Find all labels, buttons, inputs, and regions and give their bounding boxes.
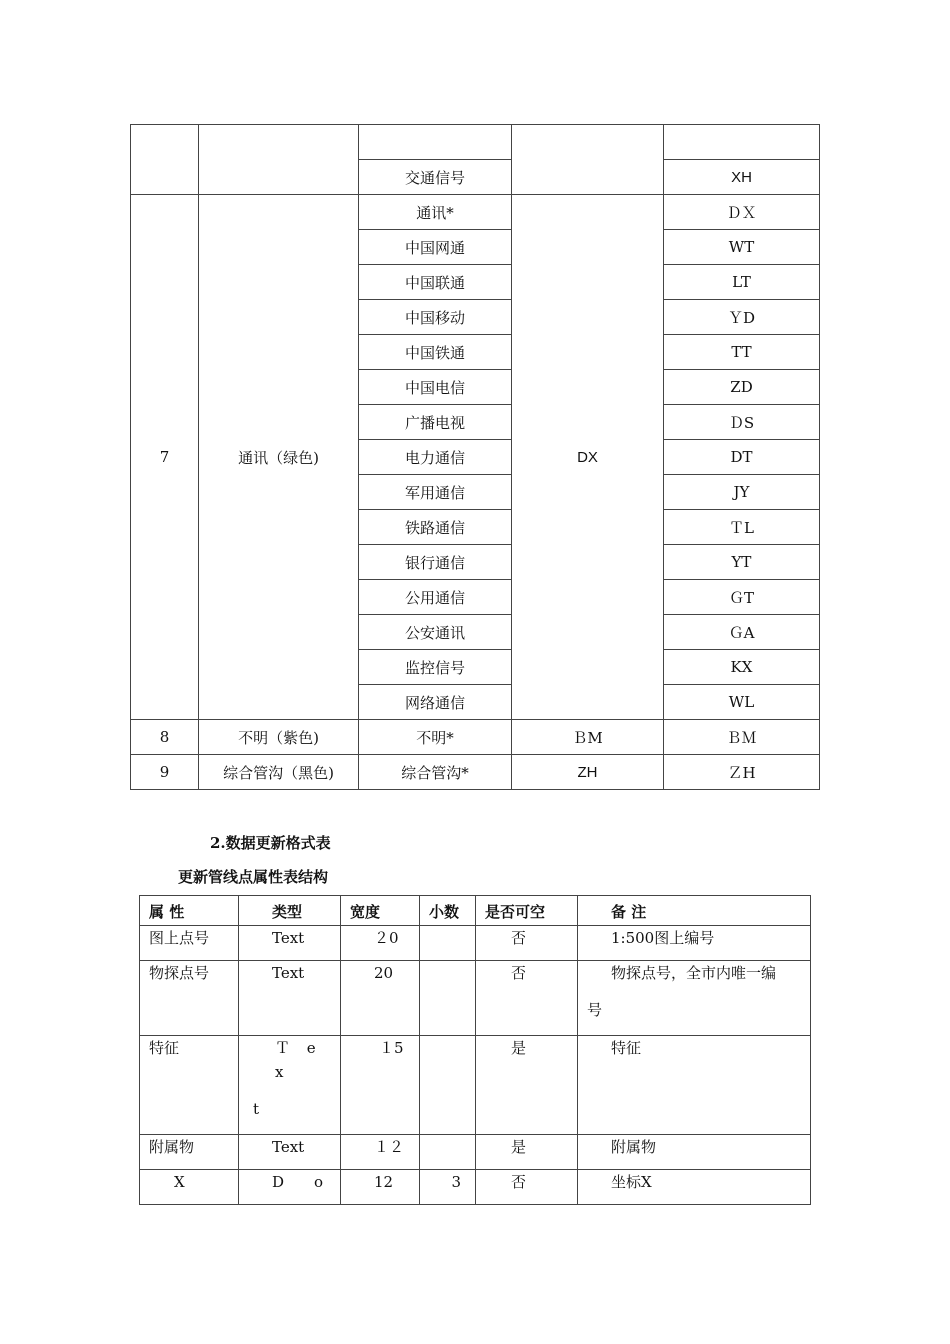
main-code-cell: ZH bbox=[512, 755, 664, 790]
item-name-cell: 中国联通 bbox=[359, 265, 512, 300]
item-name-cell: 中国移动 bbox=[359, 300, 512, 335]
item-name-cell: 电力通信 bbox=[359, 440, 512, 475]
type-line-1: Ｔ e x bbox=[275, 1039, 322, 1081]
item-code-cell: ZD bbox=[664, 370, 820, 405]
table-header-row bbox=[140, 896, 811, 926]
nullable-cell: 否 bbox=[476, 1170, 578, 1205]
item-code-cell bbox=[664, 125, 820, 160]
width-cell: １２ bbox=[341, 1135, 420, 1170]
item-name-cell: 交通信号 bbox=[359, 160, 512, 195]
type-cell: Text bbox=[239, 926, 341, 961]
width-cell: 12 bbox=[341, 1170, 420, 1205]
main-code-cell: ＢM bbox=[512, 720, 664, 755]
type-line-2: t bbox=[253, 1100, 260, 1118]
table-row bbox=[140, 1135, 811, 1170]
table-row bbox=[131, 755, 820, 790]
index-cell bbox=[131, 125, 199, 195]
table-title: 更新管线点属性表结构 bbox=[178, 868, 329, 886]
index-cell: 8 bbox=[131, 720, 199, 755]
item-name-cell: 军用通信 bbox=[359, 475, 512, 510]
table-row bbox=[140, 961, 811, 1036]
item-code-cell: WL bbox=[664, 685, 820, 720]
item-name-cell: 中国网通 bbox=[359, 230, 512, 265]
category-cell: 通讯（绿色) bbox=[199, 195, 359, 720]
item-code-cell: ＧT bbox=[664, 580, 820, 615]
remark-line-1: 物探点号，全市内唯一编 bbox=[611, 964, 777, 982]
type-cell: Text bbox=[239, 961, 341, 1036]
attr-cell: 图上点号 bbox=[140, 926, 239, 961]
main-code-cell bbox=[512, 125, 664, 195]
item-name-cell: 综合管沟* bbox=[359, 755, 512, 790]
item-name-cell: 监控信号 bbox=[359, 650, 512, 685]
index-cell: 9 bbox=[131, 755, 199, 790]
type-cell bbox=[239, 1036, 341, 1135]
item-code-cell: TT bbox=[664, 335, 820, 370]
item-name-cell: 中国铁通 bbox=[359, 335, 512, 370]
item-code-cell: KX bbox=[664, 650, 820, 685]
decimal-cell: 3 bbox=[420, 1170, 476, 1205]
header-nullable: 是否可空 bbox=[476, 896, 578, 926]
remark-cell bbox=[578, 961, 811, 1036]
type-cell: Text bbox=[239, 1135, 341, 1170]
nullable-cell: 是 bbox=[476, 1036, 578, 1135]
item-name-cell: 银行通信 bbox=[359, 545, 512, 580]
point-attribute-table bbox=[139, 895, 811, 1205]
item-code-cell: ＢＭ bbox=[664, 720, 820, 755]
item-name-cell: 通讯* bbox=[359, 195, 512, 230]
table-row bbox=[131, 195, 820, 230]
width-cell: １5 bbox=[341, 1036, 420, 1135]
remark-cell: 特征 bbox=[578, 1036, 811, 1135]
decimal-cell bbox=[420, 1036, 476, 1135]
main-code-cell: DX bbox=[512, 195, 664, 720]
header-decimal: 小数 bbox=[420, 896, 476, 926]
header-width: 宽度 bbox=[341, 896, 420, 926]
pipeline-code-table bbox=[130, 124, 820, 790]
item-code-cell: ＴL bbox=[664, 510, 820, 545]
table-row bbox=[140, 926, 811, 961]
attr-cell: 特征 bbox=[140, 1036, 239, 1135]
item-name-cell: 铁路通信 bbox=[359, 510, 512, 545]
table-row bbox=[140, 1036, 811, 1135]
decimal-cell bbox=[420, 1135, 476, 1170]
decimal-cell bbox=[420, 961, 476, 1036]
decimal-cell bbox=[420, 926, 476, 961]
attr-cell: 附属物 bbox=[140, 1135, 239, 1170]
item-name-cell: 广播电视 bbox=[359, 405, 512, 440]
category-cell: 综合管沟（黑色) bbox=[199, 755, 359, 790]
type-cell: D o bbox=[239, 1170, 341, 1205]
item-name-cell: 中国电信 bbox=[359, 370, 512, 405]
header-type: 类型 bbox=[239, 896, 341, 926]
item-code-cell: ＤS bbox=[664, 405, 820, 440]
nullable-cell: 否 bbox=[476, 926, 578, 961]
header-attr: 属 性 bbox=[140, 896, 239, 926]
item-code-cell: XH bbox=[664, 160, 820, 195]
attr-cell: X bbox=[140, 1170, 239, 1205]
table-row bbox=[131, 125, 820, 160]
item-code-cell: JY bbox=[664, 475, 820, 510]
item-name-cell: 公用通信 bbox=[359, 580, 512, 615]
remark-cell: 附属物 bbox=[578, 1135, 811, 1170]
item-name-cell: 不明* bbox=[359, 720, 512, 755]
category-cell: 不明（紫色) bbox=[199, 720, 359, 755]
item-code-cell: YT bbox=[664, 545, 820, 580]
width-cell: ２0 bbox=[341, 926, 420, 961]
remark-cell: 坐标X bbox=[578, 1170, 811, 1205]
item-code-cell: ＹD bbox=[664, 300, 820, 335]
item-code-cell: DT bbox=[664, 440, 820, 475]
width-cell: 20 bbox=[341, 961, 420, 1036]
index-cell: 7 bbox=[131, 195, 199, 720]
item-name-cell: 公安通讯 bbox=[359, 615, 512, 650]
nullable-cell: 否 bbox=[476, 961, 578, 1036]
header-remark: 备 注 bbox=[578, 896, 811, 926]
item-code-cell: ＤＸ bbox=[664, 195, 820, 230]
item-code-cell: LT bbox=[664, 265, 820, 300]
item-name-cell bbox=[359, 125, 512, 160]
category-cell bbox=[199, 125, 359, 195]
item-code-cell: WT bbox=[664, 230, 820, 265]
section-title: 2.数据更新格式表 bbox=[210, 834, 331, 852]
table-row bbox=[131, 720, 820, 755]
table-row bbox=[140, 1170, 811, 1205]
item-code-cell: ＧA bbox=[664, 615, 820, 650]
item-code-cell: ＺH bbox=[664, 755, 820, 790]
remark-line-2: 号 bbox=[587, 1001, 603, 1019]
item-name-cell: 网络通信 bbox=[359, 685, 512, 720]
nullable-cell: 是 bbox=[476, 1135, 578, 1170]
attr-cell: 物探点号 bbox=[140, 961, 239, 1036]
remark-cell: 1:500图上编号 bbox=[578, 926, 811, 961]
